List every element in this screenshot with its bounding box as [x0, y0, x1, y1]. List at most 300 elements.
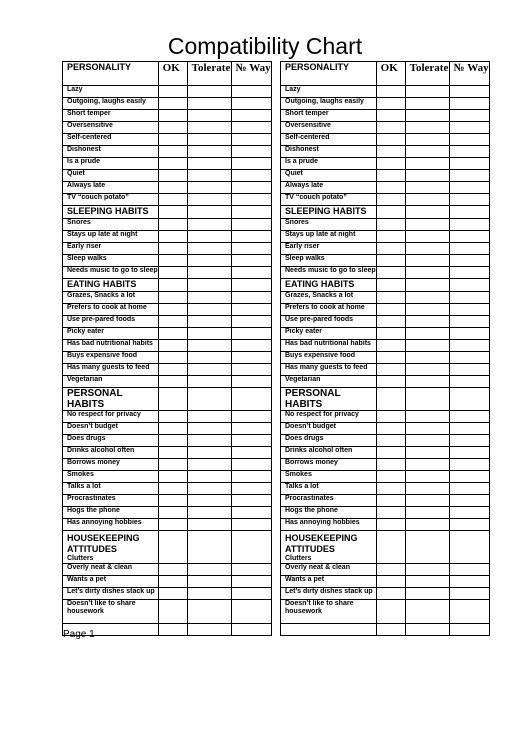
trait-no-way-cell[interactable]	[231, 423, 271, 435]
trait-tolerate-cell[interactable]	[405, 219, 449, 231]
trait-no-way-cell[interactable]	[231, 471, 271, 483]
trait-ok-cell[interactable]	[376, 564, 405, 576]
chart-table-left	[62, 61, 272, 636]
trait-no-way-cell[interactable]	[449, 459, 489, 471]
trait-ok-cell[interactable]	[376, 243, 405, 255]
trait-no-way-cell[interactable]	[449, 447, 489, 459]
trait-ok-cell[interactable]	[376, 255, 405, 267]
trait-label: Has bad nutritional habits	[63, 340, 159, 352]
trait-ok-cell[interactable]	[158, 447, 187, 459]
trait-no-way-cell[interactable]	[231, 146, 271, 158]
trait-no-way-cell[interactable]	[231, 122, 271, 134]
trait-no-way-cell[interactable]	[231, 316, 271, 328]
trait-no-way-cell[interactable]	[449, 219, 489, 231]
table-row	[281, 519, 490, 531]
trait-no-way-cell[interactable]	[231, 243, 271, 255]
trait-ok-cell[interactable]	[158, 243, 187, 255]
section-no-way-cell[interactable]	[231, 206, 271, 219]
trait-ok-cell[interactable]	[158, 255, 187, 267]
trait-no-way-cell[interactable]	[449, 423, 489, 435]
trait-tolerate-cell[interactable]	[187, 519, 231, 531]
trait-tolerate-cell[interactable]	[405, 423, 449, 435]
trait-ok-cell[interactable]	[376, 194, 405, 206]
trait-tolerate-cell[interactable]	[405, 576, 449, 588]
trait-tolerate-cell[interactable]	[405, 255, 449, 267]
trait-tolerate-cell[interactable]	[405, 495, 449, 507]
trait-no-way-cell[interactable]	[231, 134, 271, 146]
trait-ok-cell[interactable]	[376, 122, 405, 134]
trait-ok-cell[interactable]	[158, 364, 187, 376]
blank-cell[interactable]	[281, 624, 377, 636]
trait-ok-cell[interactable]	[376, 352, 405, 364]
trait-ok-cell[interactable]	[158, 158, 187, 170]
trait-no-way-cell[interactable]	[231, 170, 271, 182]
trait-tolerate-cell[interactable]	[187, 576, 231, 588]
table-row	[281, 134, 490, 146]
trait-tolerate-cell[interactable]	[405, 328, 449, 340]
trait-tolerate-cell[interactable]	[405, 459, 449, 471]
trait-ok-cell[interactable]	[158, 316, 187, 328]
trait-ok-cell[interactable]	[376, 507, 405, 519]
trait-tolerate-cell[interactable]	[187, 219, 231, 231]
trait-no-way-cell[interactable]	[449, 328, 489, 340]
trait-tolerate-cell[interactable]	[405, 194, 449, 206]
section-no-way-cell[interactable]	[449, 279, 489, 292]
section-no-way-cell[interactable]	[449, 531, 489, 564]
blank-no-way-cell[interactable]	[231, 624, 271, 636]
trait-ok-cell[interactable]	[376, 158, 405, 170]
trait-ok-cell[interactable]	[376, 495, 405, 507]
column-header-tolerate: Tolerate	[405, 62, 449, 86]
trait-tolerate-cell[interactable]	[405, 98, 449, 110]
section-tolerate-cell[interactable]	[187, 531, 231, 564]
trait-ok-cell[interactable]	[376, 86, 405, 98]
trait-tolerate-cell[interactable]	[405, 110, 449, 122]
trait-tolerate-cell[interactable]	[187, 507, 231, 519]
trait-ok-cell[interactable]	[376, 219, 405, 231]
trait-ok-cell[interactable]	[376, 435, 405, 447]
trait-tolerate-cell[interactable]	[405, 564, 449, 576]
trait-tolerate-cell[interactable]	[187, 267, 231, 279]
trait-tolerate-cell[interactable]	[187, 170, 231, 182]
trait-tolerate-cell[interactable]	[187, 471, 231, 483]
trait-no-way-cell[interactable]	[231, 340, 271, 352]
trait-ok-cell[interactable]	[158, 146, 187, 158]
section-tolerate-cell[interactable]	[405, 279, 449, 292]
table-row	[281, 170, 490, 182]
trait-no-way-cell[interactable]	[231, 435, 271, 447]
trait-tolerate-cell[interactable]	[405, 519, 449, 531]
trait-no-way-cell[interactable]	[449, 588, 489, 600]
trait-ok-cell[interactable]	[376, 292, 405, 304]
trait-ok-cell[interactable]	[376, 182, 405, 194]
trait-no-way-cell[interactable]	[231, 231, 271, 243]
section-row	[63, 206, 272, 219]
section-tolerate-cell[interactable]	[405, 388, 449, 411]
trait-label: No respect for privacy	[281, 411, 377, 423]
trait-tolerate-cell[interactable]	[187, 110, 231, 122]
trait-no-way-cell[interactable]	[449, 519, 489, 531]
trait-ok-cell[interactable]	[376, 267, 405, 279]
trait-tolerate-cell[interactable]	[187, 182, 231, 194]
trait-ok-cell[interactable]	[158, 194, 187, 206]
trait-tolerate-cell[interactable]	[405, 507, 449, 519]
trait-no-way-cell[interactable]	[449, 376, 489, 388]
table-row	[63, 328, 272, 340]
trait-tolerate-cell[interactable]	[187, 483, 231, 495]
table-row	[63, 267, 272, 279]
trait-ok-cell[interactable]	[158, 134, 187, 146]
trait-ok-cell[interactable]	[376, 98, 405, 110]
trait-label: TV “couch potato”	[63, 194, 159, 206]
trait-no-way-cell[interactable]	[449, 507, 489, 519]
trait-ok-cell[interactable]	[376, 316, 405, 328]
trait-ok-cell[interactable]	[158, 328, 187, 340]
trait-no-way-cell[interactable]	[231, 158, 271, 170]
trait-ok-cell[interactable]	[376, 576, 405, 588]
table-row	[281, 376, 490, 388]
trait-ok-cell[interactable]	[376, 146, 405, 158]
trait-tolerate-cell[interactable]	[187, 495, 231, 507]
trait-no-way-cell[interactable]	[449, 231, 489, 243]
trait-label: Talks a lot	[63, 483, 159, 495]
table-row	[281, 471, 490, 483]
trait-no-way-cell[interactable]	[449, 110, 489, 122]
trait-tolerate-cell[interactable]	[405, 435, 449, 447]
trait-no-way-cell[interactable]	[449, 158, 489, 170]
trait-label: Quiet	[63, 170, 159, 182]
trait-tolerate-cell[interactable]	[405, 292, 449, 304]
trait-no-way-cell[interactable]	[449, 316, 489, 328]
trait-no-way-cell[interactable]	[231, 507, 271, 519]
trait-ok-cell[interactable]	[376, 471, 405, 483]
trait-no-way-cell[interactable]	[449, 122, 489, 134]
trait-ok-cell[interactable]	[158, 86, 187, 98]
blank-tolerate-cell[interactable]	[187, 624, 231, 636]
trait-ok-cell[interactable]	[158, 352, 187, 364]
trait-no-way-cell[interactable]	[449, 243, 489, 255]
section-no-way-cell[interactable]	[449, 388, 489, 411]
trait-tolerate-cell[interactable]	[405, 267, 449, 279]
section-no-way-cell[interactable]	[231, 388, 271, 411]
table-row	[63, 576, 272, 588]
trait-tolerate-cell[interactable]	[187, 352, 231, 364]
trait-ok-cell[interactable]	[376, 459, 405, 471]
trait-ok-cell[interactable]	[158, 219, 187, 231]
trait-ok-cell[interactable]	[158, 304, 187, 316]
trait-no-way-cell[interactable]	[449, 340, 489, 352]
trait-ok-cell[interactable]	[158, 519, 187, 531]
trait-ok-cell[interactable]	[158, 98, 187, 110]
trait-ok-cell[interactable]	[376, 376, 405, 388]
trait-tolerate-cell[interactable]	[405, 340, 449, 352]
trait-tolerate-cell[interactable]	[405, 134, 449, 146]
table-row	[281, 423, 490, 435]
table-row	[63, 588, 272, 600]
trait-tolerate-cell[interactable]	[187, 194, 231, 206]
trait-tolerate-cell[interactable]	[405, 316, 449, 328]
trait-no-way-cell[interactable]	[449, 411, 489, 423]
table-row	[281, 231, 490, 243]
trait-ok-cell[interactable]	[158, 483, 187, 495]
trait-no-way-cell[interactable]	[231, 411, 271, 423]
section-no-way-cell[interactable]	[449, 206, 489, 219]
trait-ok-cell[interactable]	[158, 495, 187, 507]
trait-tolerate-cell[interactable]	[187, 459, 231, 471]
trait-ok-cell[interactable]	[158, 110, 187, 122]
trait-no-way-cell[interactable]	[449, 576, 489, 588]
trait-tolerate-cell[interactable]	[187, 231, 231, 243]
section-tolerate-cell[interactable]	[405, 206, 449, 219]
trait-label: Short temper	[281, 110, 377, 122]
trait-no-way-cell[interactable]	[449, 471, 489, 483]
trait-no-way-cell[interactable]	[231, 447, 271, 459]
trait-ok-cell[interactable]	[158, 588, 187, 600]
trait-ok-cell[interactable]	[376, 170, 405, 182]
blank-no-way-cell[interactable]	[449, 624, 489, 636]
trait-ok-cell[interactable]	[376, 328, 405, 340]
trait-tolerate-cell[interactable]	[187, 411, 231, 423]
trait-tolerate-cell[interactable]	[405, 158, 449, 170]
trait-tolerate-cell[interactable]	[405, 122, 449, 134]
trait-tolerate-cell[interactable]	[405, 243, 449, 255]
section-heading-housekeeping	[281, 531, 377, 564]
trait-no-way-cell[interactable]	[449, 255, 489, 267]
trait-tolerate-cell[interactable]	[405, 411, 449, 423]
trait-no-way-cell[interactable]	[449, 98, 489, 110]
trait-tolerate-cell[interactable]	[405, 146, 449, 158]
trait-tolerate-cell[interactable]	[405, 471, 449, 483]
section-tolerate-cell[interactable]	[187, 388, 231, 411]
trait-no-way-cell[interactable]	[231, 255, 271, 267]
trait-ok-cell[interactable]	[376, 364, 405, 376]
trait-no-way-cell[interactable]	[449, 600, 489, 624]
trait-tolerate-cell[interactable]	[405, 447, 449, 459]
section-tolerate-cell[interactable]	[405, 531, 449, 564]
trait-no-way-cell[interactable]	[231, 588, 271, 600]
trait-ok-cell[interactable]	[158, 182, 187, 194]
trait-tolerate-cell[interactable]	[187, 316, 231, 328]
trait-ok-cell[interactable]	[158, 459, 187, 471]
trait-ok-cell[interactable]	[376, 134, 405, 146]
section-no-way-cell[interactable]	[231, 531, 271, 564]
trait-label: Outgoing, laughs easily	[281, 98, 377, 110]
trait-no-way-cell[interactable]	[231, 564, 271, 576]
trait-ok-cell[interactable]	[158, 423, 187, 435]
trait-label: Has many guests to feed	[63, 364, 159, 376]
trait-ok-cell[interactable]	[376, 423, 405, 435]
trait-tolerate-cell[interactable]	[405, 483, 449, 495]
trait-tolerate-cell[interactable]	[187, 98, 231, 110]
trait-label: Doesn’t like to share housework	[63, 600, 159, 624]
trait-label: Outgoing, laughs easily	[63, 98, 159, 110]
trait-ok-cell[interactable]	[376, 110, 405, 122]
trait-no-way-cell[interactable]	[449, 435, 489, 447]
blank-ok-cell[interactable]	[158, 624, 187, 636]
trait-ok-cell[interactable]	[376, 483, 405, 495]
trait-ok-cell[interactable]	[158, 267, 187, 279]
trait-label: Wants a pet	[63, 576, 159, 588]
trait-label: Sleep walks	[281, 255, 377, 267]
trait-tolerate-cell[interactable]	[187, 376, 231, 388]
trait-ok-cell[interactable]	[376, 588, 405, 600]
trait-no-way-cell[interactable]	[449, 483, 489, 495]
trait-ok-cell[interactable]	[158, 231, 187, 243]
trait-ok-cell[interactable]	[376, 231, 405, 243]
trait-ok-cell[interactable]	[158, 600, 187, 624]
trait-tolerate-cell[interactable]	[187, 243, 231, 255]
trait-tolerate-cell[interactable]	[187, 564, 231, 576]
trait-no-way-cell[interactable]	[231, 576, 271, 588]
trait-tolerate-cell[interactable]	[187, 447, 231, 459]
trait-no-way-cell[interactable]	[231, 86, 271, 98]
trait-tolerate-cell[interactable]	[405, 376, 449, 388]
trait-no-way-cell[interactable]	[231, 182, 271, 194]
trait-ok-cell[interactable]	[376, 304, 405, 316]
trait-ok-cell[interactable]	[158, 576, 187, 588]
trait-tolerate-cell[interactable]	[187, 588, 231, 600]
trait-no-way-cell[interactable]	[449, 146, 489, 158]
trait-ok-cell[interactable]	[158, 292, 187, 304]
section-tolerate-cell[interactable]	[187, 279, 231, 292]
section-ok-cell[interactable]	[376, 206, 405, 219]
trait-no-way-cell[interactable]	[449, 564, 489, 576]
trait-no-way-cell[interactable]	[231, 292, 271, 304]
blank-tolerate-cell[interactable]	[405, 624, 449, 636]
section-ok-cell[interactable]	[158, 388, 187, 411]
trait-ok-cell[interactable]	[376, 600, 405, 624]
trait-no-way-cell[interactable]	[231, 364, 271, 376]
trait-no-way-cell[interactable]	[449, 292, 489, 304]
trait-tolerate-cell[interactable]	[405, 86, 449, 98]
table-row	[281, 304, 490, 316]
trait-tolerate-cell[interactable]	[187, 158, 231, 170]
trait-label: Vegetarian	[63, 376, 159, 388]
table-row	[281, 182, 490, 194]
trait-tolerate-cell[interactable]	[187, 600, 231, 624]
trait-tolerate-cell[interactable]	[187, 304, 231, 316]
trait-no-way-cell[interactable]	[449, 352, 489, 364]
trait-tolerate-cell[interactable]	[187, 86, 231, 98]
trait-label: Self-centered	[281, 134, 377, 146]
trait-no-way-cell[interactable]	[231, 483, 271, 495]
blank-ok-cell[interactable]	[376, 624, 405, 636]
trait-no-way-cell[interactable]	[449, 86, 489, 98]
trait-tolerate-cell[interactable]	[405, 600, 449, 624]
trait-no-way-cell[interactable]	[231, 194, 271, 206]
trait-ok-cell[interactable]	[376, 519, 405, 531]
section-tolerate-cell[interactable]	[187, 206, 231, 219]
trait-label: Talks a lot	[281, 483, 377, 495]
trait-ok-cell[interactable]	[158, 435, 187, 447]
trait-no-way-cell[interactable]	[231, 459, 271, 471]
trait-no-way-cell[interactable]	[231, 267, 271, 279]
page-footer: Page 1	[63, 629, 95, 640]
trait-no-way-cell[interactable]	[231, 376, 271, 388]
section-heading: SLEEPING HABITS	[63, 206, 159, 219]
trait-no-way-cell[interactable]	[231, 110, 271, 122]
trait-no-way-cell[interactable]	[231, 328, 271, 340]
table-row	[63, 146, 272, 158]
trait-label: Self-centered	[63, 134, 159, 146]
trait-tolerate-cell[interactable]	[187, 340, 231, 352]
trait-no-way-cell[interactable]	[231, 219, 271, 231]
trait-tolerate-cell[interactable]	[405, 364, 449, 376]
trait-no-way-cell[interactable]	[231, 304, 271, 316]
trait-tolerate-cell[interactable]	[405, 588, 449, 600]
trait-tolerate-cell[interactable]	[405, 304, 449, 316]
trait-label: Short temper	[63, 110, 159, 122]
table-row	[281, 459, 490, 471]
trait-no-way-cell[interactable]	[449, 364, 489, 376]
trait-no-way-cell[interactable]	[231, 600, 271, 624]
trait-tolerate-cell[interactable]	[405, 352, 449, 364]
trait-ok-cell[interactable]	[158, 507, 187, 519]
trait-ok-cell[interactable]	[158, 340, 187, 352]
trait-tolerate-cell[interactable]	[187, 328, 231, 340]
trait-tolerate-cell[interactable]	[187, 364, 231, 376]
trait-tolerate-cell[interactable]	[405, 182, 449, 194]
trait-no-way-cell[interactable]	[231, 495, 271, 507]
trait-no-way-cell[interactable]	[231, 98, 271, 110]
trait-ok-cell[interactable]	[158, 122, 187, 134]
trait-tolerate-cell[interactable]	[405, 170, 449, 182]
trait-tolerate-cell[interactable]	[187, 423, 231, 435]
trait-ok-cell[interactable]	[158, 170, 187, 182]
trait-no-way-cell[interactable]	[449, 495, 489, 507]
trait-no-way-cell[interactable]	[449, 170, 489, 182]
section-ok-cell[interactable]	[158, 206, 187, 219]
table-row	[63, 519, 272, 531]
trait-no-way-cell[interactable]	[231, 519, 271, 531]
trait-tolerate-cell[interactable]	[405, 231, 449, 243]
section-ok-cell[interactable]	[158, 279, 187, 292]
trait-no-way-cell[interactable]	[449, 182, 489, 194]
table-row	[63, 423, 272, 435]
trait-label: Grazes, Snacks a lot	[281, 292, 377, 304]
section-ok-cell[interactable]	[158, 531, 187, 564]
trait-no-way-cell[interactable]	[231, 352, 271, 364]
trait-ok-cell[interactable]	[376, 340, 405, 352]
trait-no-way-cell[interactable]	[449, 134, 489, 146]
table-row	[63, 471, 272, 483]
trait-tolerate-cell[interactable]	[187, 134, 231, 146]
section-ok-cell[interactable]	[376, 531, 405, 564]
trait-ok-cell[interactable]	[158, 564, 187, 576]
trait-ok-cell[interactable]	[158, 376, 187, 388]
trait-tolerate-cell[interactable]	[187, 146, 231, 158]
trait-tolerate-cell[interactable]	[187, 122, 231, 134]
trait-ok-cell[interactable]	[158, 411, 187, 423]
trait-tolerate-cell[interactable]	[187, 292, 231, 304]
section-ok-cell[interactable]	[376, 388, 405, 411]
trait-ok-cell[interactable]	[376, 447, 405, 459]
trait-ok-cell[interactable]	[158, 471, 187, 483]
trait-tolerate-cell[interactable]	[187, 435, 231, 447]
trait-no-way-cell[interactable]	[449, 267, 489, 279]
section-row	[63, 279, 272, 292]
trait-label: Does drugs	[281, 435, 377, 447]
table-row	[281, 86, 490, 98]
section-ok-cell[interactable]	[376, 279, 405, 292]
section-no-way-cell[interactable]	[231, 279, 271, 292]
trait-no-way-cell[interactable]	[449, 194, 489, 206]
trait-no-way-cell[interactable]	[449, 304, 489, 316]
table-row	[63, 352, 272, 364]
trait-ok-cell[interactable]	[376, 411, 405, 423]
trait-tolerate-cell[interactable]	[187, 255, 231, 267]
table-row	[281, 564, 490, 576]
